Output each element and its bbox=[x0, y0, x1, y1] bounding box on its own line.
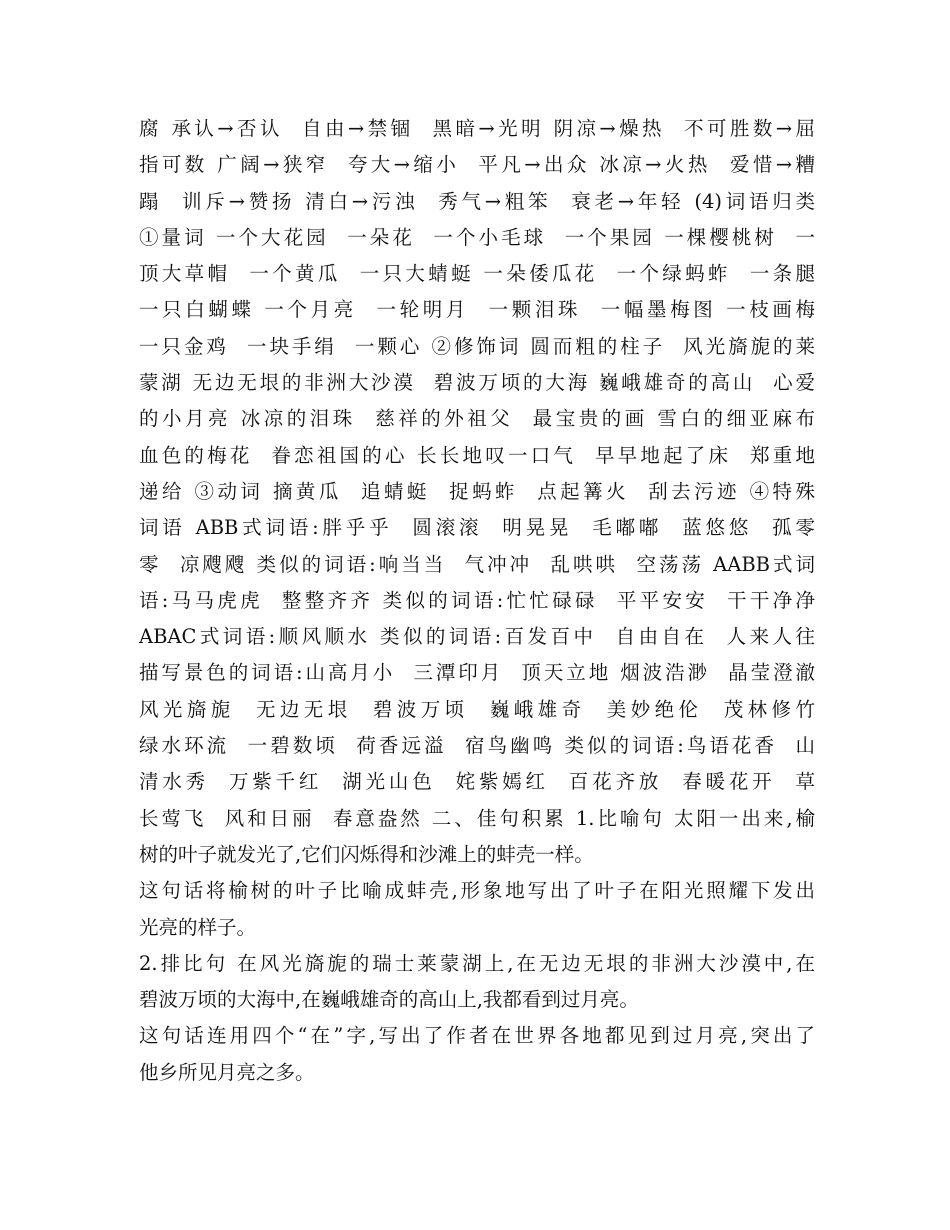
text-line: 长莺飞 风和日丽 春意盎然 二、佳句积累 1.比喻句 太阳一出来,榆 bbox=[139, 806, 815, 830]
text-line: 碧波万顷的大海中,在巍峨雄奇的高山上,我都看到过月亮。 bbox=[139, 988, 639, 1012]
text-line: 递给 ③动词 摘黄瓜 追蜻蜓 捉蚂蚱 点起篝火 刮去污迹 ④特殊 bbox=[139, 479, 815, 503]
text-line: 一只白蝴蝶 一个月亮 一轮明月 一颗泪珠 一幅墨梅图 一枝画梅 bbox=[139, 298, 815, 322]
text-line: 描写景色的词语:山高月小 三潭印月 顶天立地 烟波浩渺 晶莹澄澈 bbox=[139, 661, 815, 685]
text-line: 他乡所见月亮之多。 bbox=[139, 1060, 315, 1084]
text-line: 的小月亮 冰凉的泪珠 慈祥的外祖父 最宝贵的画 雪白的细亚麻布 bbox=[139, 407, 815, 431]
text-line: 腐 承认→否认 自由→禁锢 黑暗→光明 阴凉→燥热 不可胜数→屈 bbox=[139, 117, 815, 140]
text-line: 蒙湖 无边无垠的非洲大沙漠 碧波万顷的大海 巍峨雄奇的高山 心爱 bbox=[139, 371, 815, 395]
text-line: 词语 ABB式词语:胖乎乎 圆滚滚 明晃晃 毛嘟嘟 蓝悠悠 孤零 bbox=[139, 516, 815, 540]
text-line: 树的叶子就发光了,它们闪烁得和沙滩上的蚌壳一样。 bbox=[139, 842, 594, 866]
document-page bbox=[139, 111, 815, 1091]
text-line: ABAC式词语:顺风顺水 类似的词语:百发百中 自由自在 人来人往 bbox=[139, 625, 815, 649]
text-line: 蹋 训斥→赞扬 清白→污浊 秀气→粗笨 衰老→年轻 (4)词语归类 bbox=[139, 189, 815, 213]
text-line: 这句话连用四个“在”字,写出了作者在世界各地都见到过月亮,突出了 bbox=[139, 1024, 815, 1048]
text-line: 这句话将榆树的叶子比喻成蚌壳,形象地写出了叶子在阳光照耀下发出 bbox=[139, 879, 815, 903]
text-line: ①量词 一个大花园 一朵花 一个小毛球 一个果园 一棵樱桃树 一 bbox=[139, 225, 815, 249]
text-line: 光亮的样子。 bbox=[139, 915, 257, 939]
text-line: 风光旖旎 无边无垠 碧波万顷 巍峨雄奇 美妙绝伦 茂林修竹 bbox=[139, 697, 815, 721]
text-line: 指可数 广阔→狭窄 夸大→缩小 平凡→出众 冰凉→火热 爱惜→糟 bbox=[139, 153, 815, 177]
text-line: 血色的梅花 眷恋祖国的心 长长地叹一口气 早早地起了床 郑重地 bbox=[139, 443, 815, 467]
text-line: 绿水环流 一碧数顷 荷香远溢 宿鸟幽鸣 类似的词语:鸟语花香 山 bbox=[139, 734, 815, 758]
text-line: 2.排比句 在风光旖旎的瑞士莱蒙湖上,在无边无垠的非洲大沙漠中,在 bbox=[139, 951, 815, 975]
text-line: 零 凉飕飕 类似的词语:响当当 气冲冲 乱哄哄 空荡荡 AABB式词 bbox=[139, 552, 815, 576]
text-line: 顶大草帽 一个黄瓜 一只大蜻蜓 一朵倭瓜花 一个绿蚂蚱 一条腿 bbox=[139, 262, 815, 286]
text-line: 一只金鸡 一块手绢 一颗心 ②修饰词 圆而粗的柱子 风光旖旎的莱 bbox=[139, 334, 815, 358]
text-line: 语:马马虎虎 整整齐齐 类似的词语:忙忙碌碌 平平安安 干干净净 bbox=[139, 588, 815, 612]
text-line: 清水秀 万紫千红 湖光山色 姹紫嫣红 百花齐放 春暖花开 草 bbox=[139, 770, 815, 794]
